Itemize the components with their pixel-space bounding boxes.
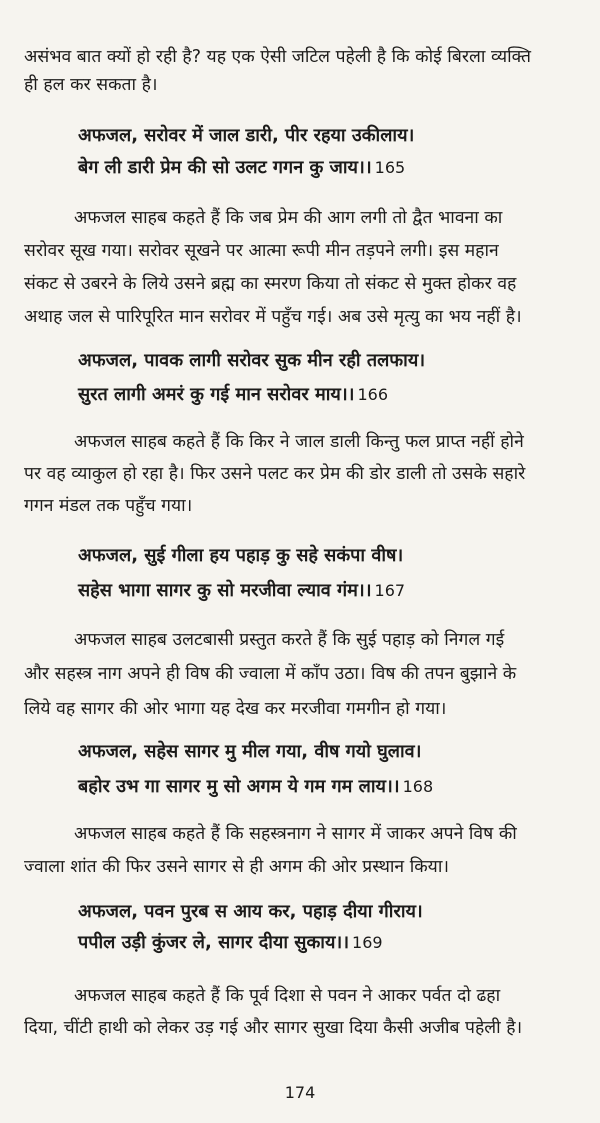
- verse-line: अफजल, सहेस सागर मु मील गया, वीष गयो घुलाव।: [78, 741, 422, 762]
- verse-text: बहोर उभ गा सागर मु सो अगम ये गम गम लाय।।: [78, 776, 400, 797]
- verse-text: सुरत लागी अमरं कु गई मान सरोवर माय।।: [78, 384, 355, 405]
- body-line: सरोवर सूख गया। सरोवर सूखने पर आत्मा रूपी मीन तड़पने लगी। इस महान: [24, 241, 499, 261]
- body-line: अफजल साहब उलटबासी प्रस्तुत करते हैं कि सुई पहाड़ को निगल गई: [74, 630, 505, 650]
- verse-number: 169: [352, 933, 383, 952]
- body-line: ज्वाला शांत की फिर उसने सागर से ही अगम की ओर प्रस्थान किया।: [24, 857, 449, 877]
- body-line: ही हल कर सकता है।: [24, 75, 158, 95]
- body-line: और सहस्त्र नाग अपने ही विष की ज्वाला में काँप उठा। विष की तपन बुझाने के: [24, 664, 517, 684]
- body-line: अफजल साहब कहते हैं कि किर ने जाल डाली किन्तु फल प्राप्त नहीं होने: [74, 432, 524, 452]
- verse-number: 166: [357, 385, 389, 404]
- verse-text: बेग ली डारी प्रेम की सो उलट गगन कु जाय।।: [78, 157, 372, 178]
- body-line: गगन मंडल तक पहुँच गया।: [24, 496, 193, 516]
- verse-text: सहेस भागा सागर कु सो मरजीवा ल्याव गंम।।: [78, 580, 372, 601]
- verse-line: [78, 155, 405, 181]
- verse-line: अफजल, पवन पुरब स आय कर, पहाड़ दीया गीराय।: [78, 901, 423, 922]
- body-line: दिया, चींटी हाथी को लेकर उड़ गई और सागर सुखा दिया कैसी अजीब पहेली है।: [24, 1018, 523, 1038]
- verse-line: [78, 382, 388, 408]
- verse-line: [78, 774, 433, 800]
- verse-number: 168: [402, 777, 434, 796]
- verse-number: 167: [374, 581, 406, 600]
- body-line: पर वह व्याकुल हो रहा है। फिर उसने पलट कर प्रेम की डोर डाली तो उसके सहारे: [24, 464, 526, 484]
- verse-number: 165: [374, 158, 406, 177]
- body-line: संकट से उबरने के लिये उसने ब्रह्म का स्मरण किया तो संकट से मुक्त होकर वह: [24, 274, 517, 294]
- verse-line: अफजल, सुई गीला हय पहाड़ कु सहे सकंपा वीष।: [78, 545, 404, 566]
- verse-line: अफजल, सरोवर में जाल डारी, पीर रहया उकीलाय।: [78, 125, 415, 146]
- body-line: अथाह जल से पारिपूरित मान सरोवर में पहुँच गई। अब उसे मृत्यु का भय नहीं है।: [24, 307, 522, 327]
- verse-line: [78, 578, 405, 604]
- verse-line: अफजल, पावक लागी सरोवर सुक मीन रही तलफाय।: [78, 350, 426, 371]
- body-line: अफजल साहब कहते हैं कि पूर्व दिशा से पवन ने आकर पर्वत दो ढहा: [74, 986, 501, 1006]
- body-line: अफजल साहब कहते हैं कि सहस्त्रनाग ने सागर में जाकर अपने विष की: [74, 824, 517, 844]
- body-line: असंभव बात क्यों हो रही है? यह एक ऐसी जटिल पहेली है कि कोई बिरला व्यक्ति: [24, 47, 531, 67]
- body-line: अफजल साहब कहते हैं कि जब प्रेम की आग लगी तो द्वैत भावना का: [74, 208, 503, 228]
- verse-line: [78, 930, 383, 956]
- page-number: 174: [284, 1083, 316, 1102]
- body-line: लिये वह सागर की ओर भागा यह देख कर मरजीवा गमगीन हो गया।: [24, 699, 447, 719]
- verse-text: पपील उड़ी कुंजर ले, सागर दीया सुकाय।।: [78, 932, 350, 953]
